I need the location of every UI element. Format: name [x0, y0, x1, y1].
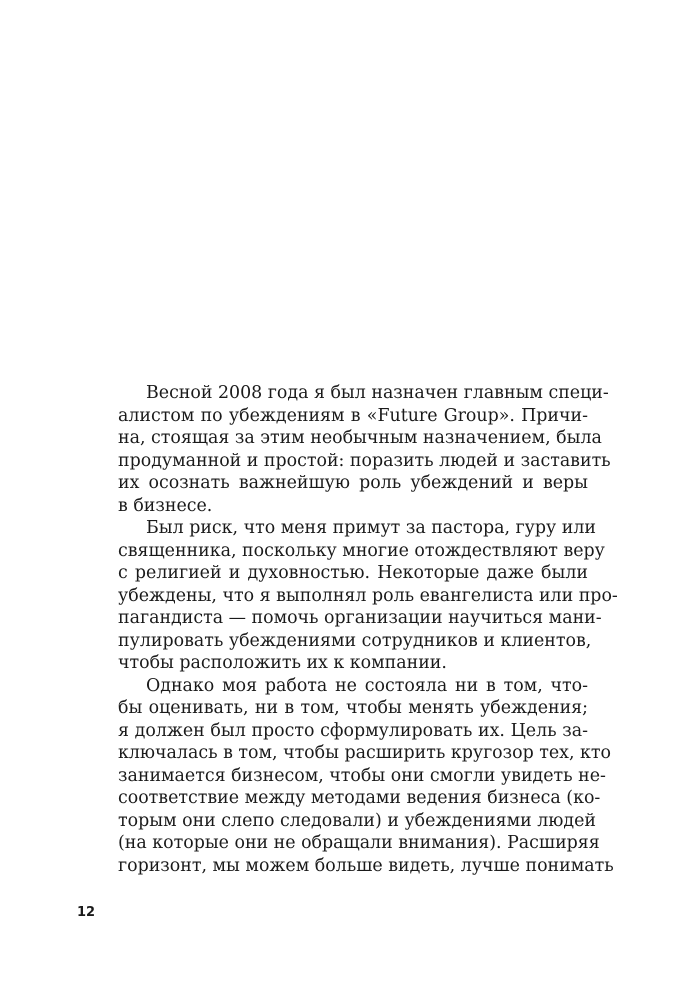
- text-line: торым они слепо следовали) и убеждениями людей: [118, 810, 597, 831]
- body-text: [118, 382, 618, 877]
- text-line: убеждены, что я выполнял роль евангелиста или про-: [118, 585, 618, 606]
- text-line: (на которые они не обращали внимания). Расширяя: [118, 833, 600, 853]
- text-line: священника, поскольку многие отождествляют веру: [118, 540, 605, 561]
- text-line: ключалась в том, чтобы расширить кругозор тех, кто: [118, 743, 612, 763]
- text-line: чтобы расположить их к компании.: [118, 653, 447, 673]
- text-line: с религией и духовностью. Некоторые даже были: [118, 563, 588, 583]
- text-line: горизонт, мы можем больше видеть, лучше понимать: [118, 855, 614, 876]
- text-line: соответствие между методами ведения бизнеса (ко-: [118, 788, 601, 808]
- text-line: Весной 2008 года я был назначен главным специ-: [146, 383, 609, 403]
- text-line: я должен был просто сформулировать их. Цель за-: [118, 720, 588, 741]
- page-number: 12: [77, 905, 96, 920]
- text-line: занимается бизнесом, чтобы они смогли увидеть не-: [118, 765, 606, 786]
- text-line: Однако моя работа не состояла ни в том, что-: [146, 675, 588, 696]
- text-line: пулировать убеждениями сотрудников и клиентов,: [118, 630, 592, 651]
- text-line: их осознать важнейшую роль убеждений и веры: [118, 473, 588, 493]
- text-line: Был риск, что меня примут за пастора, гуру или: [146, 518, 597, 538]
- text-line: пагандиста — помочь организации научиться мани-: [118, 608, 602, 628]
- text-line: продуманной и простой: поразить людей и заставить: [118, 450, 611, 471]
- text-line: алистом по убеждениям в «Future Group». Причи-: [118, 405, 588, 426]
- text-line: в бизнесе.: [118, 495, 213, 516]
- text-line: на, стоящая за этим необычным назначением, была: [118, 428, 602, 448]
- text-line: бы оценивать, ни в том, чтобы менять убеждения;: [118, 698, 588, 718]
